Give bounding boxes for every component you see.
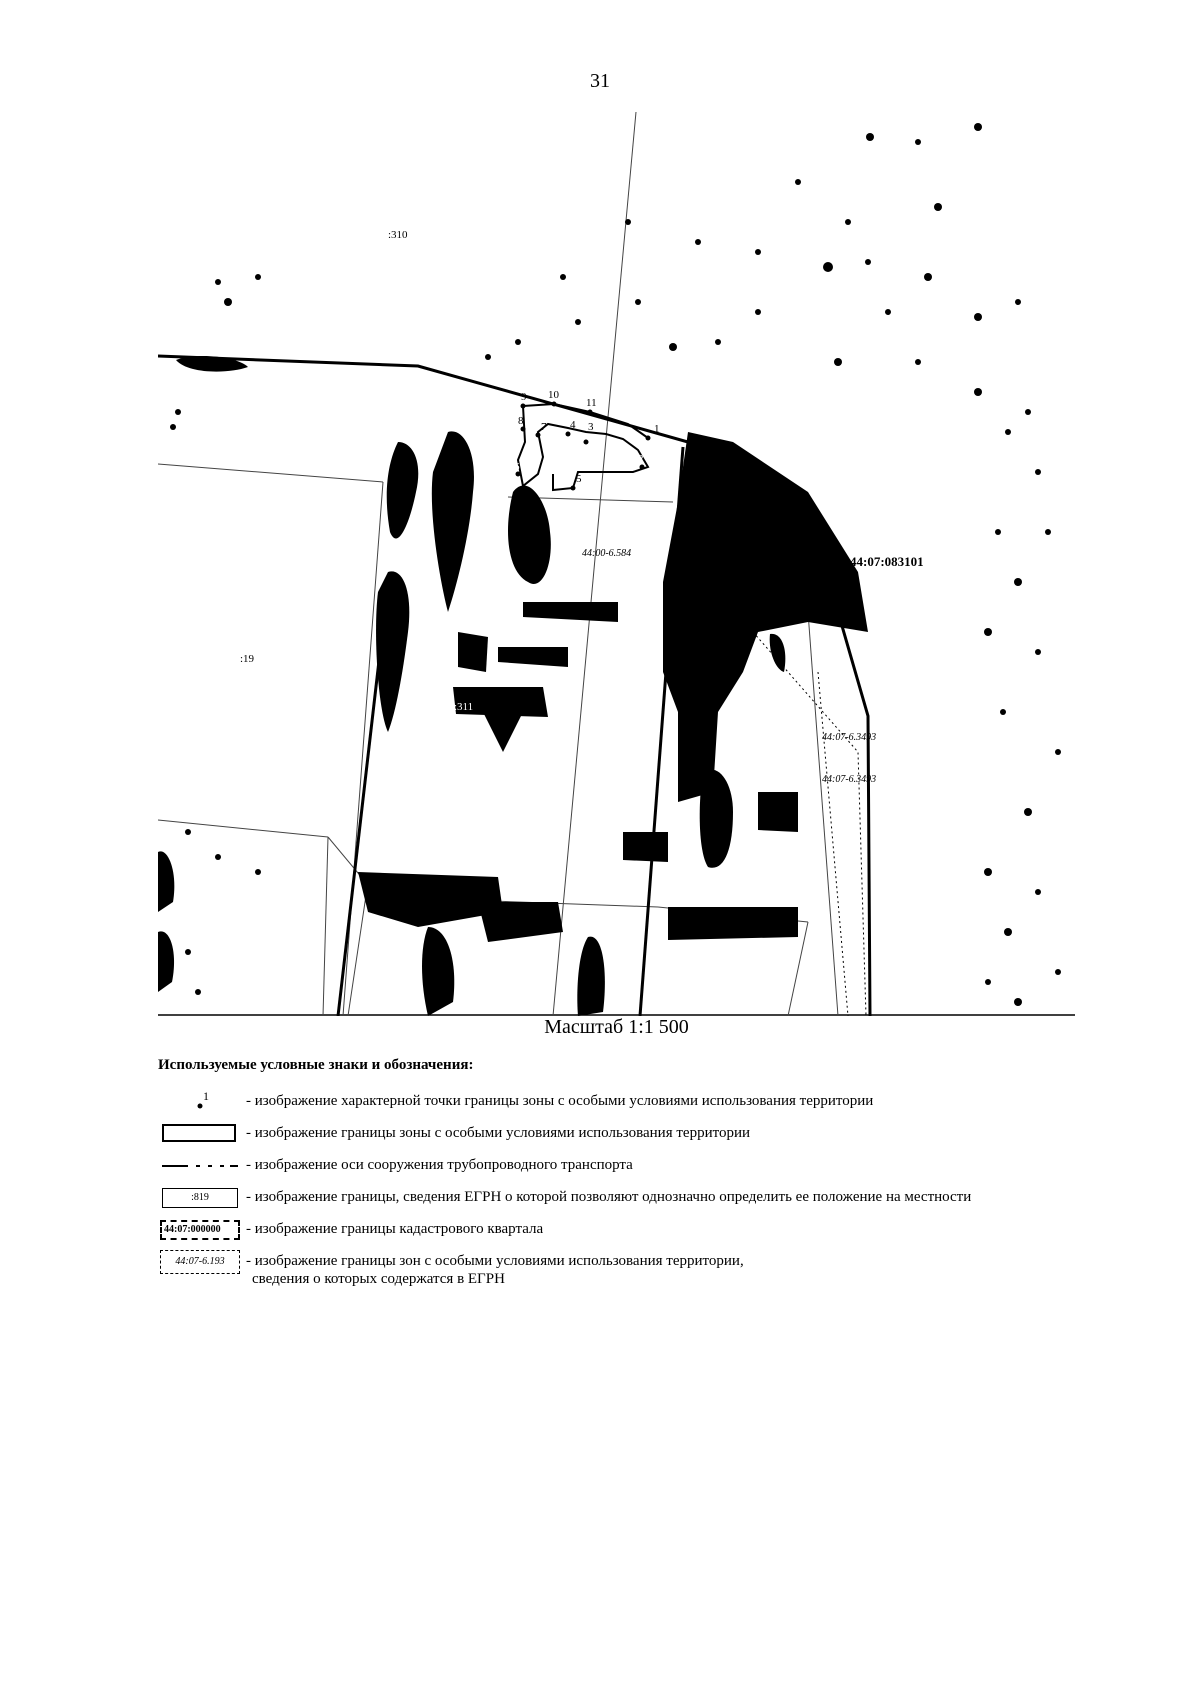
parcel-label: :07 [493,719,508,731]
legend [158,1090,1078,1298]
parcel-label: :311 [806,557,826,569]
point-label: 1 [654,423,660,435]
zone-label: 44:07-6.3493 [822,732,877,743]
point-label: 2 [638,453,644,465]
legend-text: - изображение границы, сведения ЕГРН о которой позволяют однозначно определить ее положение на местности [246,1189,972,1205]
legend-item-quarter-boundary [158,1218,1078,1250]
legend-item-pipeline-axis [158,1154,1078,1186]
quarter-label: 44:07:083101 [850,554,924,569]
parcel-label: :322 [686,715,706,727]
point-label: 5 [576,473,582,485]
cadastral-map [158,112,1075,1016]
parcel-label: :310 [388,229,408,241]
map-canvas [158,112,1075,1016]
point-label: 3 [588,421,594,433]
legend-item-parcel-boundary [158,1186,1078,1218]
legend-item-egrn-zone-boundary [158,1250,1078,1298]
point-label: 4 [570,419,576,431]
zone-label: 44:07-6.3493 [822,774,877,785]
point-label: 8 [518,415,524,427]
legend-item-zone-boundary [158,1122,1078,1154]
point-symbol-label: 1 [203,1090,209,1103]
zone-boundary-symbol [158,1122,242,1146]
point-label: 9 [521,391,527,403]
point-label: 10 [548,389,559,401]
legend-item-point [158,1090,1078,1122]
page-number: 31 [590,70,610,92]
quarter-boundary-symbol: 44:07:000000 [158,1218,242,1242]
parcel-label: :19 [240,653,255,665]
legend-text: - изображение границы зоны с особыми условиями использования территории [246,1125,751,1141]
legend-text: - изображение характерной точки границы зоны с особыми условиями использования территории [246,1093,874,1109]
legend-title: Используемые условные знаки и обозначения: [158,1057,474,1073]
parcel-label: :311 [454,701,474,713]
zone-label: 44:00-6.584 [582,548,632,559]
legend-text: - изображение границы кадастрового квартала [246,1221,544,1237]
point-label: 7 [541,421,547,433]
point-label: 6 [514,461,520,473]
map-scale: Масштаб 1:1 500 [544,1016,689,1038]
legend-text [246,1252,1086,1288]
point-label: 11 [586,397,597,409]
pipeline-axis-symbol [158,1154,242,1178]
parcel-boundary-symbol: :819 [158,1186,242,1210]
legend-text-line1: - изображение границы зон с особыми условиями использования территории, [246,1253,744,1269]
egrn-zone-boundary-symbol: 44:07-6.193 [158,1250,242,1274]
legend-text-line2: сведения о которых содержатся в ЕГРН [252,1271,505,1287]
legend-text: - изображение оси сооружения трубопроводного транспорта [246,1157,633,1173]
point-symbol [158,1090,242,1114]
